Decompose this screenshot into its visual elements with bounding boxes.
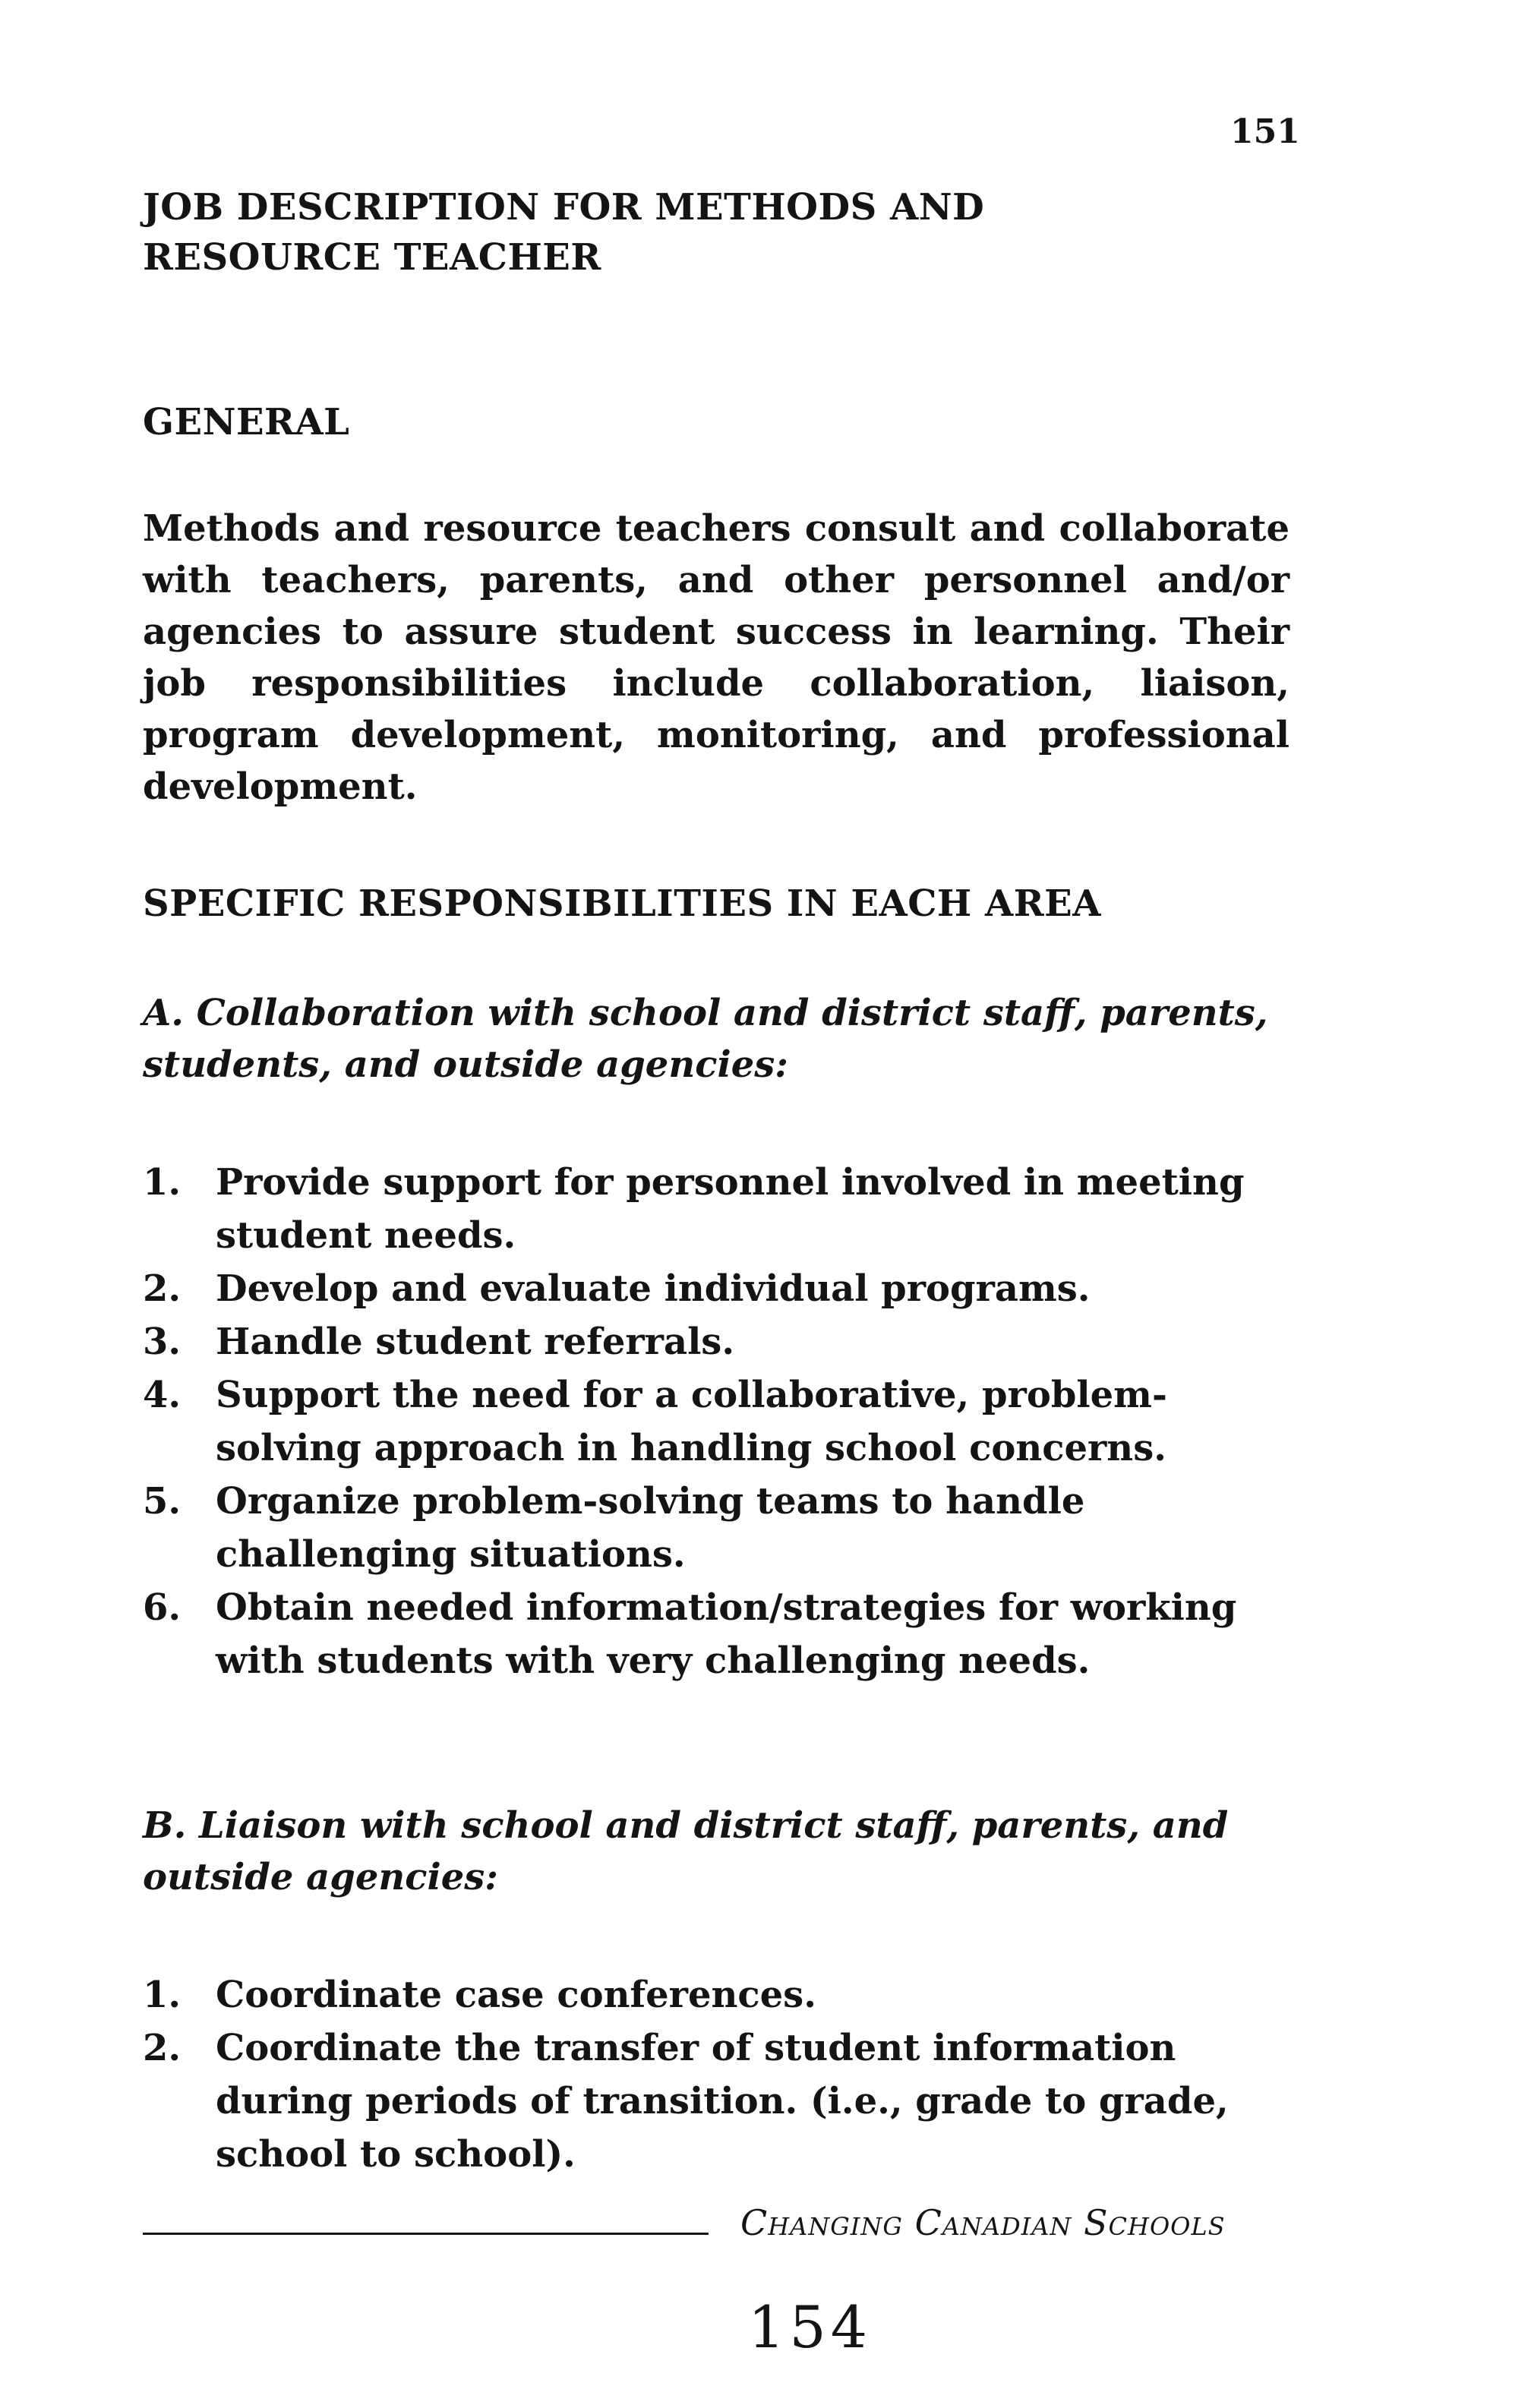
list-item-text: Provide support for personnel involved in meeting student needs. (216, 1161, 1245, 1257)
list-item-text: Organize problem-solving teams to handle challenging situations. (216, 1480, 1085, 1576)
list-item-number: 6. (143, 1586, 182, 1629)
list-item (143, 1475, 1312, 1581)
list-item-text: Obtain needed information/strategies for working with students with very challenging needs. (216, 1586, 1237, 1682)
list-item-number: 1. (143, 1161, 182, 1204)
list-item-number: 3. (143, 1321, 182, 1363)
footer-book-title: Changing Canadian Schools (740, 2202, 1226, 2243)
list-item (143, 1581, 1312, 1687)
list-item (143, 1262, 1312, 1315)
list-item (143, 1968, 1312, 2021)
list-item-text: Coordinate the transfer of student information during periods of transition. (i.e., grade to grade, school to school). (216, 2027, 1229, 2176)
footer-rule (143, 2233, 709, 2235)
list-item-text: Handle student referrals. (216, 1321, 735, 1363)
section-b-list (143, 1968, 1312, 2181)
document-title-line-1: JOB DESCRIPTION FOR METHODS AND (143, 186, 985, 229)
list-item-text: Support the need for a collaborative, problem-solving approach in handling school concerns. (216, 1374, 1167, 1469)
list-item (143, 1156, 1312, 1262)
list-item-number: 2. (143, 2027, 182, 2069)
section-a-list (143, 1156, 1312, 1687)
list-item (143, 1368, 1312, 1475)
list-item (143, 1315, 1312, 1368)
list-item-text: Coordinate case conferences. (216, 1974, 816, 2016)
section-b-heading: B. Liaison with school and district staff, parents, and outside agencies: (143, 1804, 1229, 1898)
list-item-number: 5. (143, 1480, 182, 1523)
list-item-number: 1. (143, 1974, 182, 2016)
general-heading: GENERAL (143, 401, 350, 443)
list-item-number: 2. (143, 1267, 182, 1310)
general-paragraph: Methods and resource teachers consult and collaborate with teachers, parents, and other personnel and/or agencies to assure student success in learning. Their job responsibilities include collaboration, liaison, program development, monitoring, and professional development. (143, 507, 1290, 808)
page-number: 151 (1230, 112, 1300, 151)
section-a-heading: A. Collaboration with school and district staff, parents, students, and outside agencies: (143, 992, 1268, 1086)
footer-stamp-number: 154 (748, 2293, 873, 2361)
list-item (143, 2021, 1312, 2181)
list-item-text: Develop and evaluate individual programs. (216, 1267, 1091, 1310)
specific-responsibilities-heading: SPECIFIC RESPONSIBILITIES IN EACH AREA (143, 882, 1101, 925)
document-title (143, 182, 984, 282)
list-item-number: 4. (143, 1374, 182, 1416)
document-title-line-2: RESOURCE TEACHER (143, 236, 601, 279)
